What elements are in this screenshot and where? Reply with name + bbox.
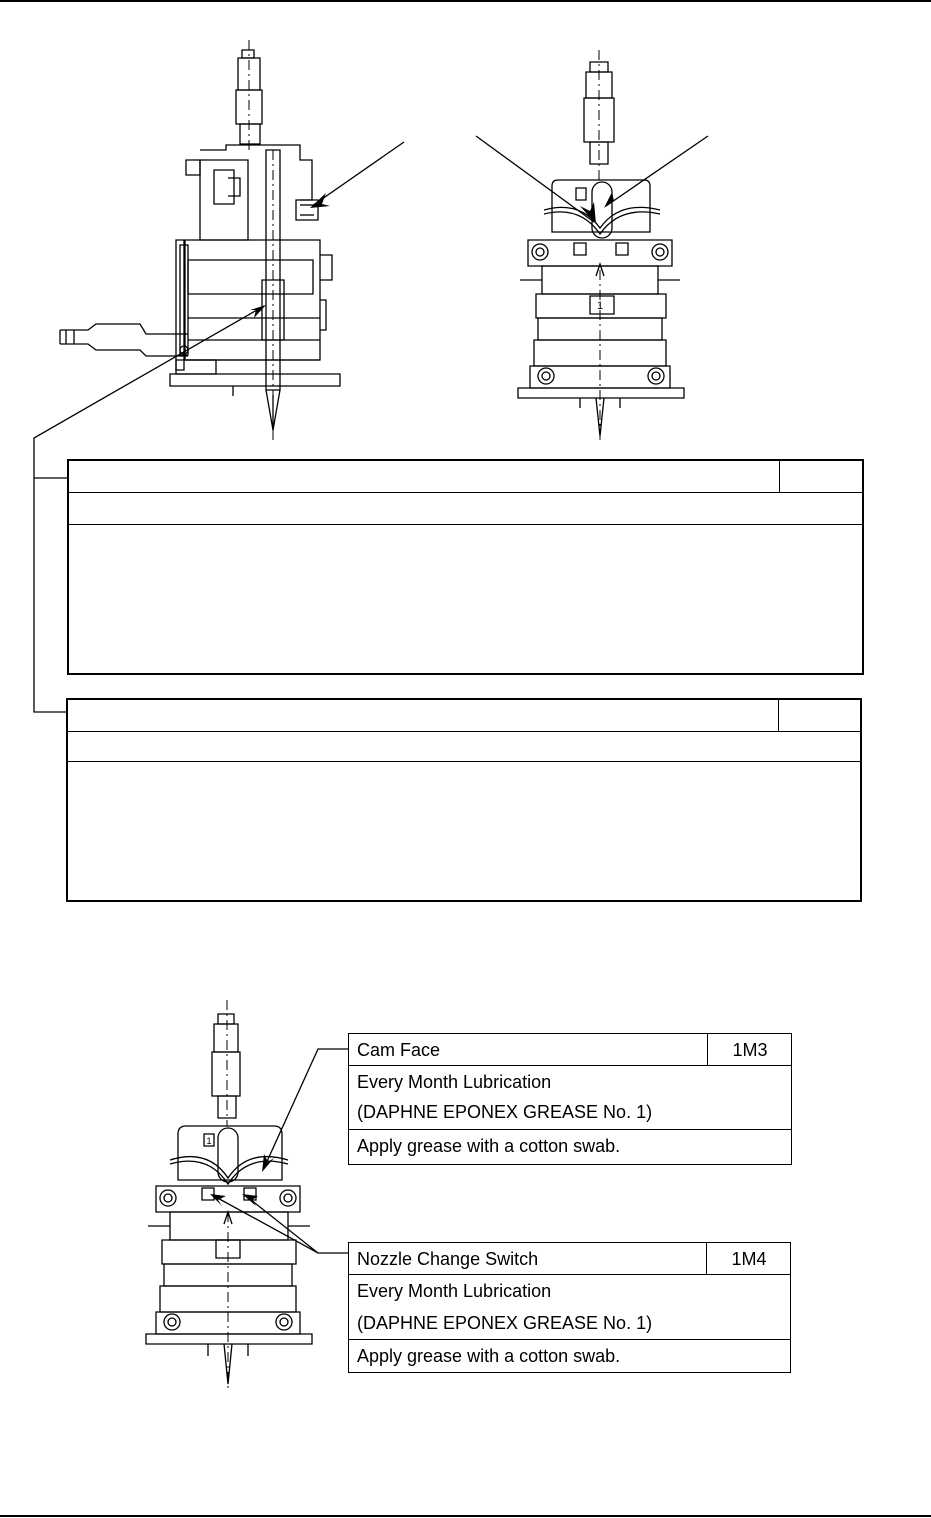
nozzle-switch-code-cell <box>706 1243 791 1274</box>
nozzle-switch-method: Apply grease with a cotton swab. <box>357 1346 621 1366</box>
nozzle-switch-title: Nozzle Change Switch <box>357 1249 539 1269</box>
cam-face-grease: (DAPHNE EPONEX GREASE No. 1) <box>357 1102 653 1122</box>
box1-code-cell <box>779 461 865 492</box>
box2-interval-row <box>68 732 860 762</box>
side-view-drawing <box>60 40 340 440</box>
bottom-rule <box>0 1515 931 1517</box>
part-number-mark: 1 <box>596 300 604 312</box>
cam-face-title-row <box>349 1034 791 1066</box>
nozzle-switch-interval: Every Month Lubrication <box>357 1281 552 1301</box>
blank-info-box-2 <box>66 698 862 902</box>
box1-interval-row <box>69 493 862 525</box>
nozzle-switch-code: 1M4 <box>731 1249 767 1269</box>
cam-face-code: 1M3 <box>732 1040 768 1060</box>
front-view-drawing <box>518 50 684 440</box>
nozzle-switch-info-box <box>348 1242 791 1373</box>
cam-tag: 1 <box>206 1136 212 1146</box>
blank-info-box-1 <box>67 459 864 675</box>
box2-code-cell <box>778 700 863 731</box>
box1-title-row <box>69 461 862 493</box>
cam-face-method-row <box>349 1129 791 1130</box>
cam-face-info-box <box>348 1033 792 1165</box>
cam-face-interval: Every Month Lubrication <box>357 1072 552 1092</box>
nozzle-switch-title-row <box>349 1243 790 1275</box>
cam-face-code-cell <box>707 1034 792 1065</box>
nozzle-switch-method-row <box>349 1339 790 1340</box>
nozzle-switch-grease: (DAPHNE EPONEX GREASE No. 1) <box>357 1313 653 1333</box>
cam-face-title: Cam Face <box>357 1040 441 1060</box>
cam-face-method: Apply grease with a cotton swab. <box>357 1136 621 1156</box>
box2-title-row <box>68 700 860 732</box>
